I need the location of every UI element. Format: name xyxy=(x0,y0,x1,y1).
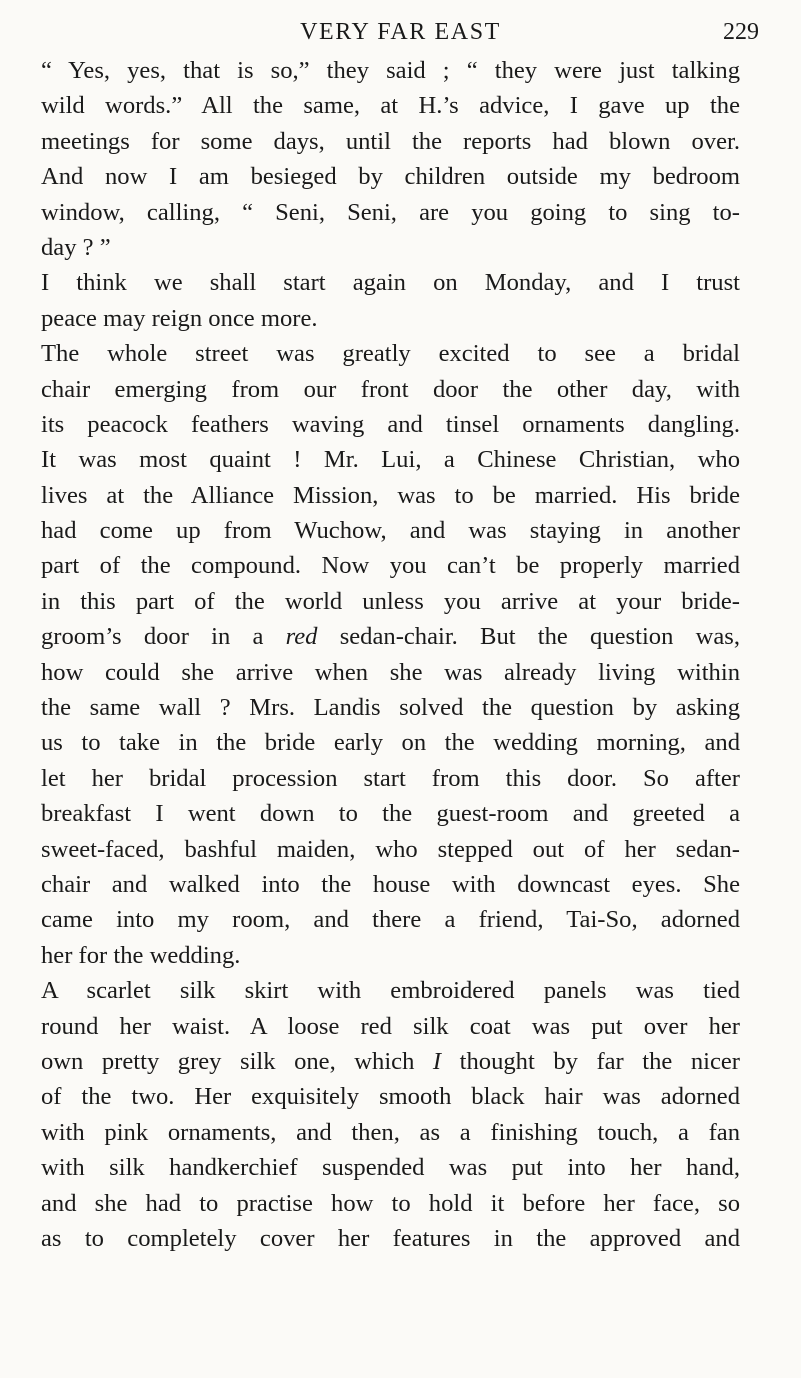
page-number: 229 xyxy=(723,19,759,45)
text-line: had come up from Wuchow, and was staying in another xyxy=(41,517,740,545)
text-line: chair and walked into the house with downcast eyes. She xyxy=(41,870,740,898)
text-line: And now I am besieged by children outside my bedroom xyxy=(41,163,740,191)
text-line: I think we shall start again on Monday, and I trust xyxy=(41,269,740,297)
text-line: round her waist. A loose red silk coat was put over her xyxy=(41,1012,740,1040)
text-line: as to completely cover her features in the approved and xyxy=(41,1224,740,1252)
text-line: with pink ornaments, and then, as a finishing touch, a fan xyxy=(41,1118,740,1146)
running-title: VERY FAR EAST xyxy=(300,19,501,45)
italic-i: I xyxy=(432,1047,442,1075)
text-line: and she had to practise how to hold it before her face, so xyxy=(41,1189,740,1217)
text-line: its peacock feathers waving and tinsel ornaments dangling. xyxy=(41,410,740,438)
body-text xyxy=(41,53,740,1256)
text-line: day ? ” xyxy=(41,233,111,261)
text-line: lives at the Alliance Mission, was to be married. His bride xyxy=(41,481,740,509)
text-line: It was most quaint ! Mr. Lui, a Chinese Christian, who xyxy=(41,446,740,474)
text-line: chair emerging from our front door the other day, with xyxy=(41,375,740,403)
text-line: meetings for some days, until the reports had blown over. xyxy=(41,127,740,155)
text-line: wild words.” All the same, at H.’s advice, I gave up the xyxy=(41,92,740,120)
text-line: in this part of the world unless you arrive at your bride- xyxy=(41,587,740,615)
text-line: the same wall ? Mrs. Landis solved the question by asking xyxy=(41,694,740,722)
text-line: sweet-faced, bashful maiden, who stepped out of her sedan- xyxy=(41,835,740,863)
text-line: her for the wedding. xyxy=(41,941,241,969)
text-line: breakfast I went down to the guest-room and greeted a xyxy=(41,800,740,828)
text-line: part of the compound. Now you can’t be properly married xyxy=(41,552,740,580)
text-line: us to take in the bride early on the wedding morning, and xyxy=(41,729,740,757)
running-head xyxy=(0,14,801,50)
text-line: peace may reign once more. xyxy=(41,304,318,332)
text-line: how could she arrive when she was already living within xyxy=(41,658,740,686)
text-line: The whole street was greatly excited to see a bridal xyxy=(41,340,740,368)
text-line: “ Yes, yes, that is so,” they said ; “ they were just talking xyxy=(41,57,740,84)
italic-red: red xyxy=(285,623,318,651)
text-line: with silk handkerchief suspended was put into her hand, xyxy=(41,1154,740,1182)
text-line: own pretty grey silk one, which I thought by far the nicer xyxy=(41,1047,740,1075)
text-line: window, calling, “ Seni, Seni, are you going to sing to- xyxy=(41,198,740,226)
text-line: of the two. Her exquisitely smooth black hair was adorned xyxy=(41,1083,740,1111)
text-line: groom’s door in a red sedan-chair. But the question was, xyxy=(41,623,741,651)
text-line: A scarlet silk skirt with embroidered panels was tied xyxy=(41,977,740,1005)
text-line: came into my room, and there a friend, Tai-So, adorned xyxy=(41,906,740,934)
text-line: let her bridal procession start from this door. So after xyxy=(41,764,740,792)
